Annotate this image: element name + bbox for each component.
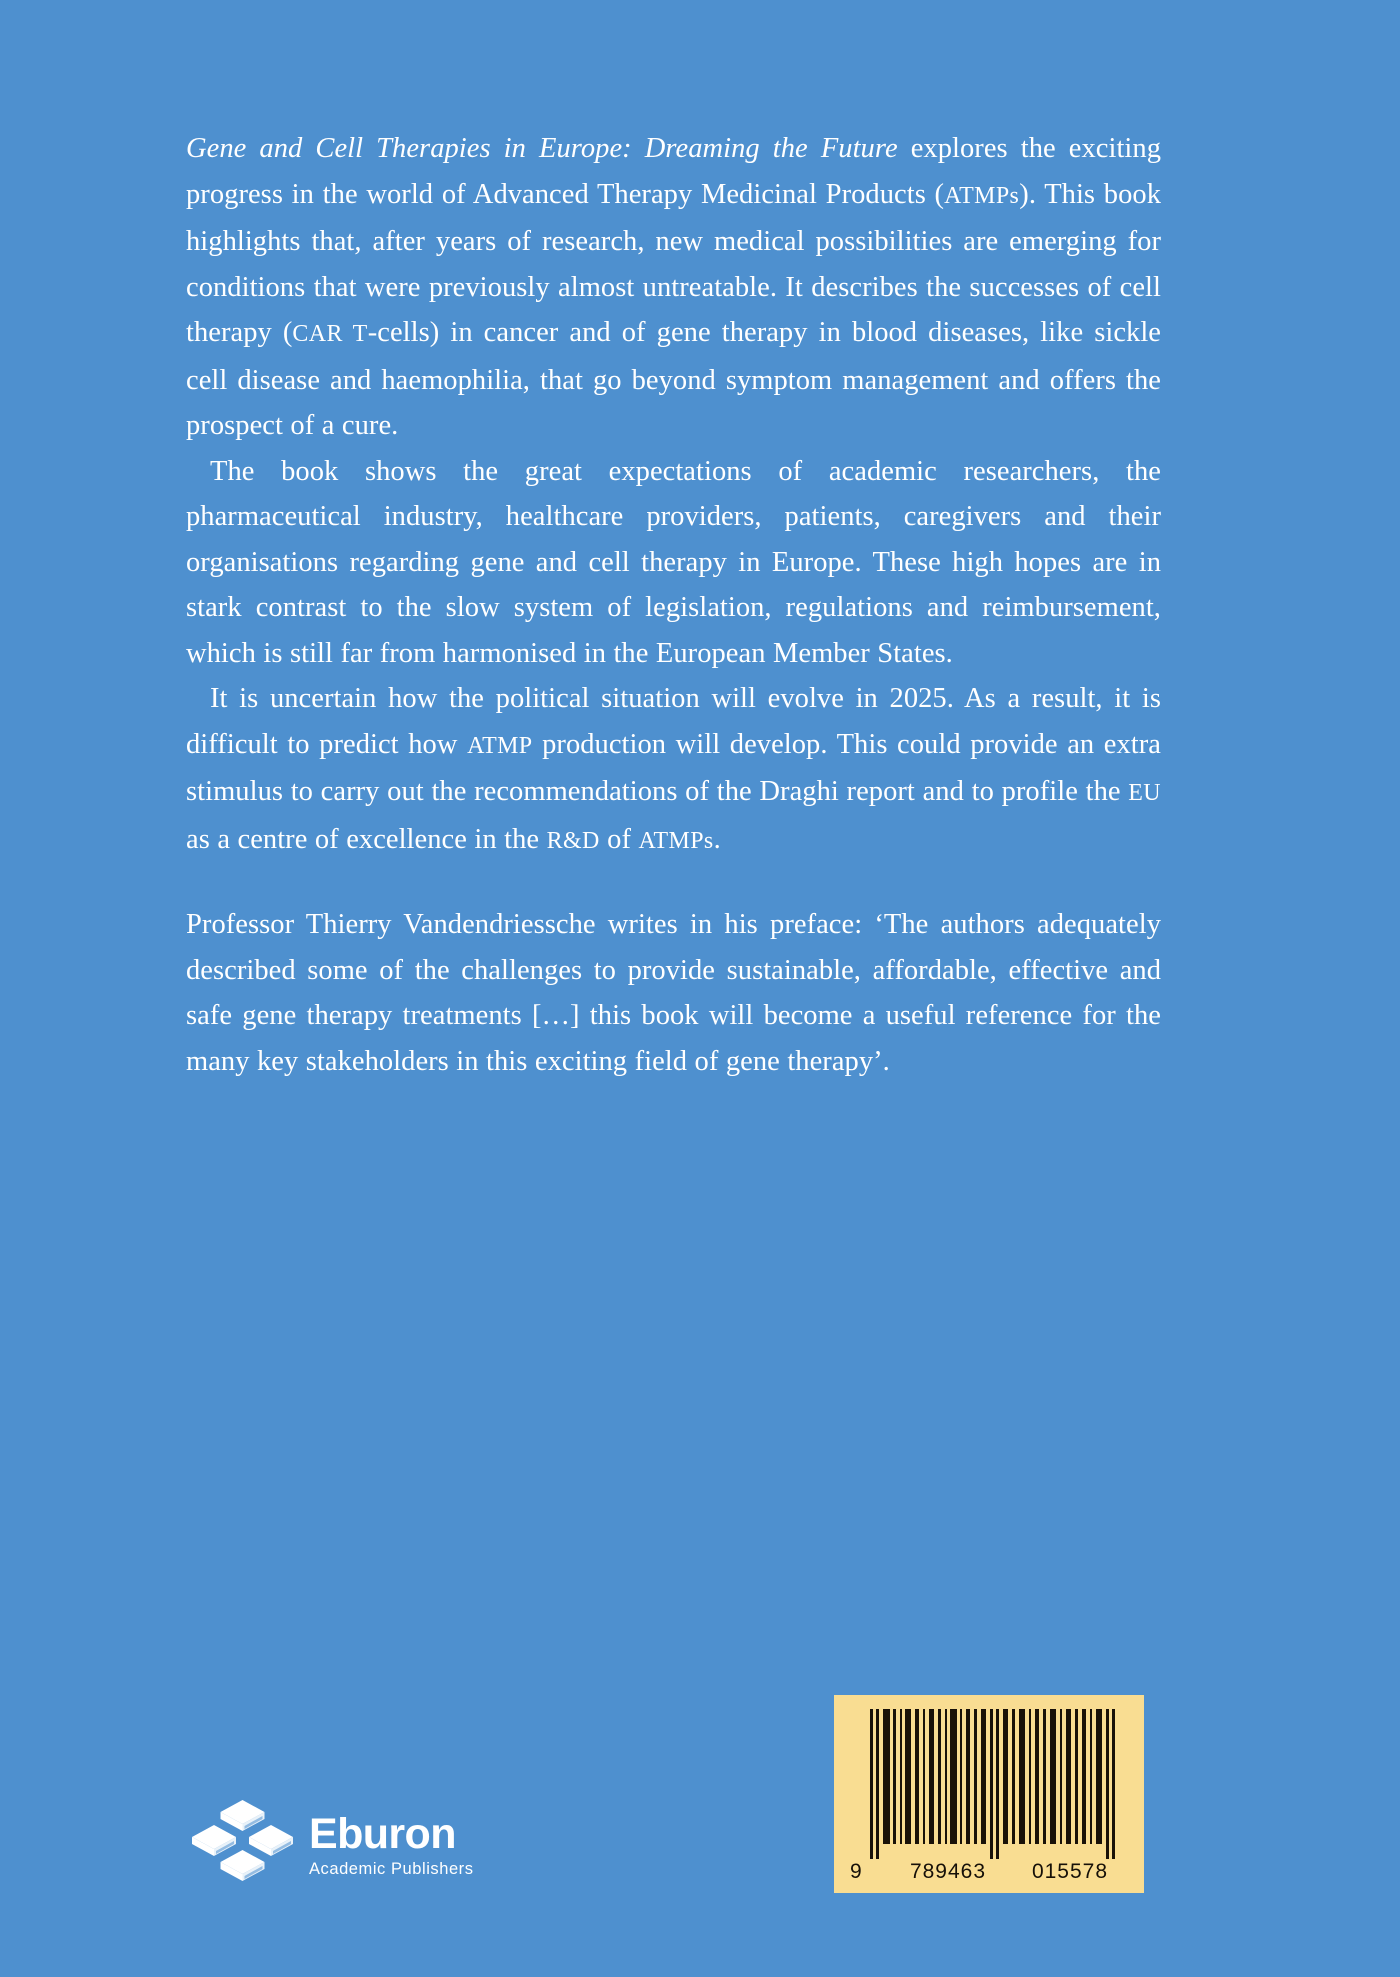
- barcode-digits: [850, 1857, 1128, 1887]
- stacked-books-isometric-icon: [190, 1796, 295, 1896]
- blurb-text-block: [186, 126, 1161, 1084]
- acronym-rd: R&D: [546, 827, 600, 854]
- paragraph-3-part-e: .: [713, 823, 721, 855]
- barcode-lead-digit: 9: [850, 1860, 863, 1883]
- barcode-bars: [850, 1709, 1128, 1859]
- isbn-barcode: [834, 1695, 1144, 1893]
- publisher-name: Eburon: [309, 1810, 456, 1859]
- paragraph-1-part-b: ). This book highlights that, after years of research, new medical possibilities are emerging for conditions that were previously almost untreatable. It describes the successes of cell therapy (: [186, 178, 1161, 348]
- blurb-paragraph-2: The book shows the great expectations of academic researchers, the pharmaceutical industry, healthcare providers, patients, caregivers and their organisations regarding gene and cell therapy in Europe. These high hopes are in stark contrast to the slow system of legislation, regulations and reimbursement, which is still far from harmonised in the European Member States.: [186, 455, 1161, 669]
- paragraph-1-part-c: -cells) in cancer and of gene therapy in blood diseases, like sickle cell disease and haemophilia, that go beyond symptom management and offers the prospect of a cure.: [186, 317, 1161, 441]
- barcode-right-group: 015578: [1031, 1860, 1109, 1883]
- acronym-atmps: ATMPs: [944, 182, 1020, 209]
- blurb-paragraph-3: [186, 676, 1161, 864]
- book-title-italic: Gene and Cell Therapies in Europe: Dreaming the Future: [186, 133, 898, 164]
- paragraph-1-part-a: explores the exciting progress in the world of Advanced Therapy Medicinal Products (: [186, 133, 1161, 210]
- paragraph-3-part-c: as a centre of excellence in the: [186, 823, 547, 855]
- publisher-tagline: Academic Publishers: [309, 1860, 474, 1879]
- acronym-atmps-2: ATMPs: [638, 827, 714, 854]
- publisher-logo-text: [309, 1810, 474, 1879]
- paragraph-3-part-d: of: [599, 823, 639, 855]
- paragraph-3-part-a: It is uncertain how the political situation will evolve in 2025. As a result, it is difficult to predict how: [186, 683, 1161, 760]
- acronym-atmp: ATMP: [467, 732, 533, 759]
- acronym-eu: EU: [1128, 780, 1161, 806]
- blurb-paragraph-4-preface-quote: Professor Thierry Vandendriessche writes in his preface: ‘The authors adequately described some of the challenges to provide sustainable, affordable, effective and safe gene therapy treatments […] this book will become a useful reference for the many key stakeholders in this exciting field of gene therapy’.: [186, 909, 1161, 1077]
- publisher-logo: [190, 1793, 480, 1898]
- paragraph-3-part-b: production will develop. This could provide an extra stimulus to carry out the recommendations of the Draghi report and to profile the: [186, 728, 1161, 807]
- acronym-car-t: CAR T: [292, 321, 368, 347]
- blurb-paragraph-1: [186, 126, 1161, 449]
- barcode-left-group: 789463: [909, 1860, 987, 1883]
